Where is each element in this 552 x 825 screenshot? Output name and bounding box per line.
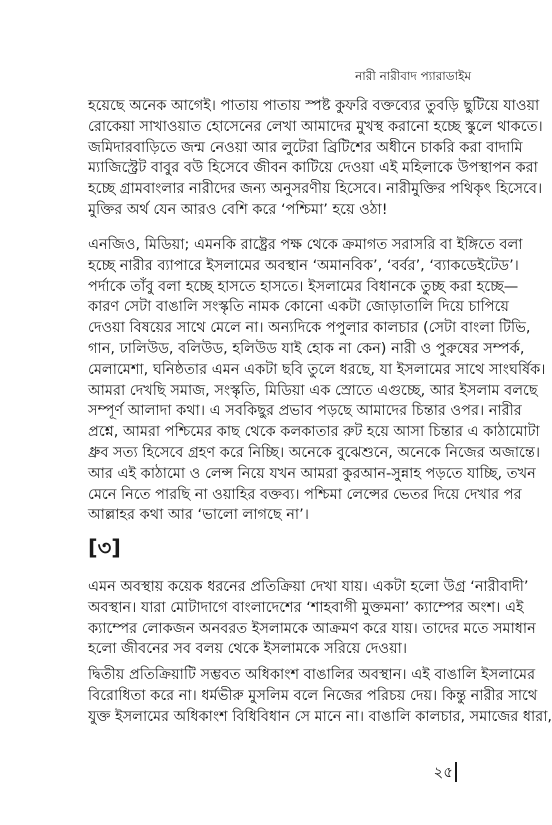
paragraph-2-line: আল্লাহর কথা আর ‘ভালো লাগছে না’। <box>88 507 309 524</box>
page-number-divider <box>455 762 457 782</box>
paragraph-4-line: বিরোধিতা করে না। ধর্মভীরু মুসলিম বলে নিজের পরিচয় দেয়। কিন্তু নারীর সাথে <box>88 687 538 704</box>
section-heading: [৩] <box>88 536 121 560</box>
paragraph-1-line: মুক্তির অর্থ যেন আরও বেশি করে ‘পশ্চিমা’ হয়ে ওঠা! <box>88 201 388 218</box>
paragraph-1-line: রোকেয়া সাখাওয়াত হোসেনের লেখা আমাদের মুখস্থ করানো হচ্ছে স্কুলে থাকতে। <box>88 118 543 135</box>
paragraph-4 <box>88 665 552 727</box>
paragraph-2-line: প্রশ্নে, আমরা পশ্চিমের কাছ থেকে কলকাতার রুট হয়ে আসা চিন্তার এ কাঠামোটা <box>88 424 540 441</box>
page-number: ২৫ <box>433 763 453 781</box>
paragraph-1-line: ম্যাজিস্ট্রেট বাবুর বউ হিসেবে জীবন কাটিয়ে দেওয়া এই মহিলাকে উপস্থাপন করা <box>88 160 538 177</box>
paragraph-3-line: এমন অবস্থায় কয়েক ধরনের প্রতিক্রিয়া দেখা যায়। একটা হলো উগ্র ‘নারীবাদী’ <box>88 579 529 595</box>
paragraph-2-line: সম্পূর্ণ আলাদা কথা। এ সবকিছুর প্রভাব পড়ছে আমাদের চিন্তার ওপর। নারীর <box>88 403 522 420</box>
paragraph-1 <box>88 96 543 221</box>
paragraph-4-line: যুক্ত ইসলামের অধিকাংশ বিধিবিধান সে মানে না। বাঙালি কালচার, সমাজের ধারা, <box>88 708 552 725</box>
paragraph-2-line: এনজিও, মিডিয়া; এমনকি রাষ্ট্রের পক্ষ থেকে ক্রমাগত সরাসরি বা ইঙ্গিতে বলা <box>88 237 523 253</box>
paragraph-2-line: আমরা দেখছি সমাজ, সংস্কৃতি, মিডিয়া এক স্রোতে এগুচ্ছে, আর ইসলাম বলছে <box>88 382 538 399</box>
paragraph-1-line: জমিদারবাড়িতে জন্ম নেওয়া আর লুটেরা ব্রিটিশের অধীনে চাকরি করা বাদামি <box>88 139 523 156</box>
paragraph-2-line: কারণ সেটা বাঙালি সংস্কৃতি নামক কোনো একটা জোড়াতালি দিয়ে চাপিয়ে <box>88 299 509 316</box>
paragraph-2-line: মেনে নিতে পারছি না ওয়াহির বক্তব্য। পশ্চিমা লেন্সের ভেতর দিয়ে দেখার পর <box>88 486 522 503</box>
paragraph-2-line: আর এই কাঠামো ও লেন্স নিয়ে যখন আমরা কুরআন-সুন্নাহ পড়তে যাচ্ছি, তখন <box>88 465 536 482</box>
paragraph-2-line: মেলামেশা, ঘনিষ্ঠতার এমন একটা ছবি তুলে ধরছে, যা ইসলামের সাথে সাংঘর্ষিক। <box>88 361 546 378</box>
paragraph-3-line: ক্যাম্পের লোকজন অনবরত ইসলামকে আক্রমণ করে যায়। তাদের মতে সমাধান <box>88 620 536 637</box>
paragraph-2-line: দেওয়া বিষয়ের সাথে মেলে না। অন্যদিকে পপুলার কালচার (সেটা বাংলা টিভি, <box>88 320 531 337</box>
running-header-title: নারী নারীবাদ প্যারাডাইম <box>355 69 471 83</box>
paragraph-3 <box>88 577 536 660</box>
paragraph-2 <box>88 235 546 526</box>
paragraph-4-line: দ্বিতীয় প্রতিক্রিয়াটি সম্ভবত অধিকাংশ বাঙালির অবস্থান। এই বাঙালি ইসলামের <box>88 667 536 683</box>
paragraph-2-line: ধ্রুব সত্য হিসেবে গ্রহণ করে নিচ্ছি। অনেকে বুঝেশুনে, অনেকে নিজের অজান্তে। <box>88 444 541 461</box>
paragraph-1-line: হচ্ছে গ্রামবাংলার নারীদের জন্য অনুসরণীয় হিসেবে। নারীমুক্তির পথিকৃৎ হিসেবে। <box>88 181 543 198</box>
paragraph-2-line: হচ্ছে নারীর ব্যাপারে ইসলামের অবস্থান ‘অমানবিক’, ‘বর্বর’, ‘ব্যাকডেইটেড’। <box>88 257 519 274</box>
paragraph-2-line: পর্দাকে তাঁবু বলা হচ্ছে হাসতে হাসতে। ইসলামের বিধানকে তুচ্ছ করা হচ্ছে— <box>88 278 519 295</box>
paragraph-3-line: হলো জীবনের সব বলয় থেকে ইসলামকে সরিয়ে দেওয়া। <box>88 641 408 658</box>
paragraph-2-line: গান, ঢালিউড, বলিউড, হলিউড যাই হোক না কেন) নারী ও পুরুষের সম্পর্ক, <box>88 340 525 357</box>
paragraph-1-line: হয়েছে অনেক আগেই। পাতায় পাতায় স্পষ্ট কুফরি বক্তব্যের তুবড়ি ছুটিয়ে যাওয়া <box>88 98 540 114</box>
paragraph-3-line: অবস্থান। যারা মোটাদাগে বাংলাদেশের ‘শাহবাগী মুক্তমনা’ ক্যাম্পের অংশ। এই <box>88 599 524 616</box>
